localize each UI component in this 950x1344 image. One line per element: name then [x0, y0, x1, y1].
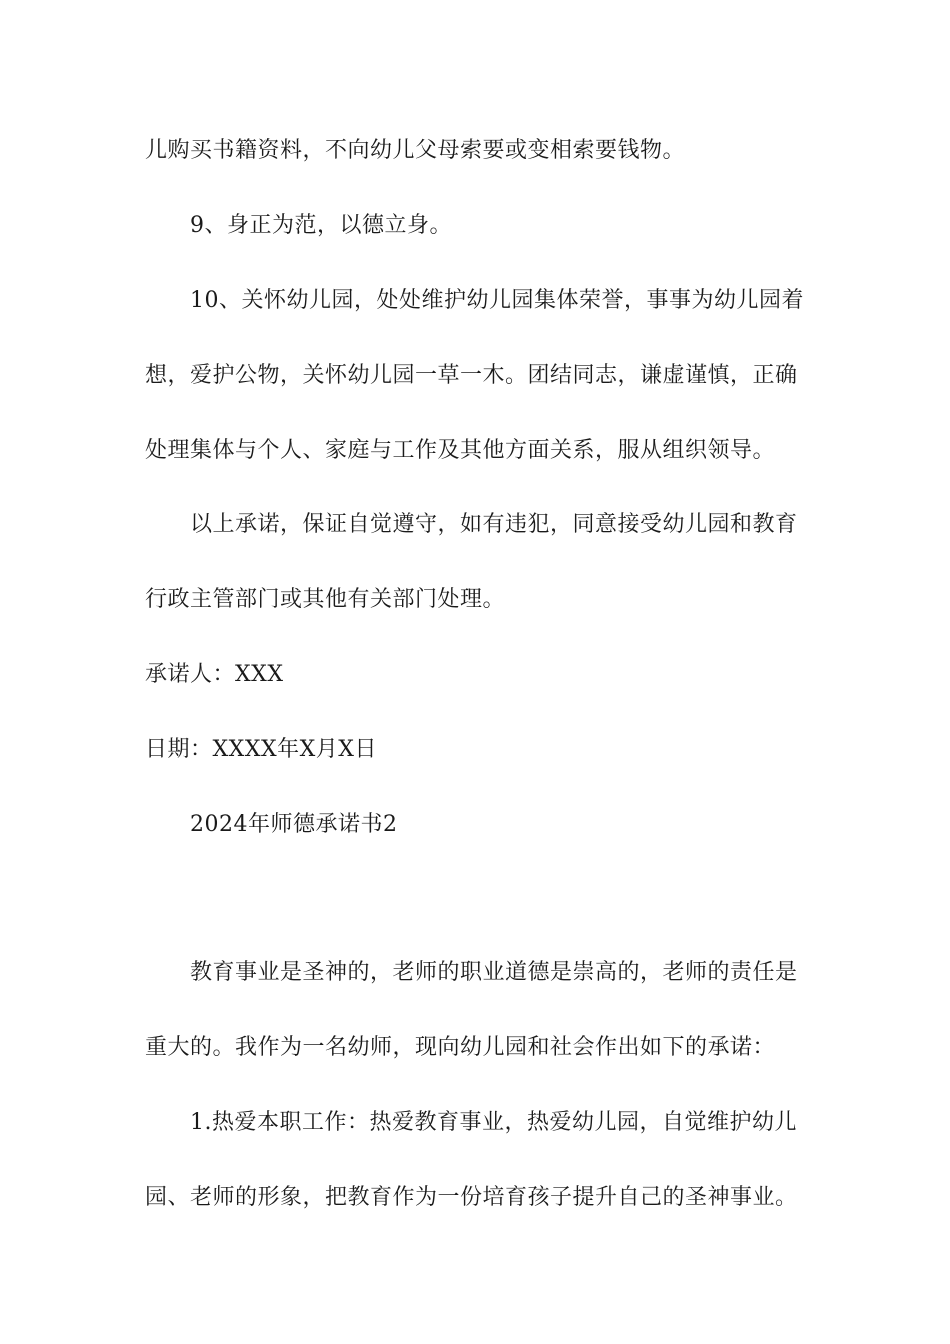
date-line: 日期：XXXX年X月X日 [145, 737, 377, 762]
paragraph-line: 处理集体与个人、家庭与工作及其他方面关系，服从组织领导。 [145, 438, 776, 463]
paragraph-line: 儿购买书籍资料，不向幼儿父母索要或变相索要钱物。 [145, 138, 686, 163]
paragraph-line: 行政主管部门或其他有关部门处理。 [145, 587, 506, 612]
paragraph-line: 教育事业是圣神的，老师的职业道德是崇高的，老师的责任是 [190, 960, 798, 985]
signatory-line: 承诺人：XXX [145, 662, 284, 687]
paragraph-line: 9、身正为范，以德立身。 [190, 213, 452, 238]
paragraph-line: 园、老师的形象，把教育作为一份培育孩子提升自己的圣神事业。 [145, 1185, 798, 1210]
section-title: 2024年师德承诺书2 [190, 812, 398, 837]
paragraph-line: 重大的。我作为一名幼师，现向幼儿园和社会作出如下的承诺： [145, 1035, 776, 1060]
paragraph-line: 1.热爱本职工作：热爱教育事业，热爱幼儿园，自觉维护幼儿 [190, 1110, 797, 1135]
paragraph-line: 以上承诺，保证自觉遵守，如有违犯，同意接受幼儿园和教育 [190, 512, 798, 537]
paragraph-line: 10、关怀幼儿园，处处维护幼儿园集体荣誉，事事为幼儿园着 [190, 288, 804, 313]
paragraph-line: 想，爱护公物，关怀幼儿园一草一木。团结同志，谦虚谨慎，正确 [145, 363, 798, 388]
